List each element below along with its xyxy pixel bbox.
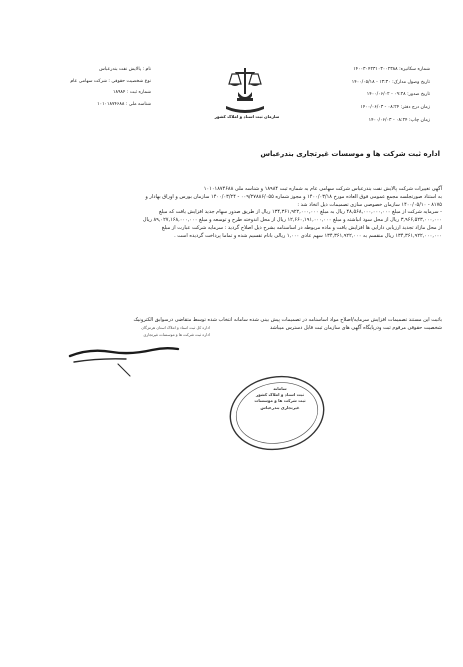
seal-line: غیرتجاری بندرعباس xyxy=(260,404,300,410)
office-title: اداره ثبت شرکت ها و موسسات غیرتجاری بندرعباس xyxy=(260,150,440,158)
seal-line: ثبت شرکت ها و موسسات xyxy=(254,398,306,404)
left-stamp-line: اداره ثبت شرکت ها و موسسات غیرتجاری xyxy=(143,332,210,338)
print-date: زمان چاپ: ۰۸:۲۴ - ۱۴۰۰/۰۶/۰۳ xyxy=(368,117,430,123)
book-date: زمان درج دفتر: ۰۸:۲۴ - ۱۴۰۰/۰۶/۰۳ xyxy=(360,105,430,111)
header-company-block xyxy=(31,67,151,114)
left-stamp-line: اداره کل ثبت اسناد و املاک استان هرمزگان xyxy=(141,325,210,330)
body-line: به استناد صورتجلسه مجمع عمومی فوق العاده مورخ ۱۴۰۰/۰۳/۱۸ و مجوز شماره ۰۰۹/۲۷۸۸۶/۰۵۵ - ۱۴۰۰/۰۳/۲۴ سازمان بورس و اوراق بهادار و xyxy=(145,193,442,200)
announcement-body xyxy=(42,186,442,240)
left-stamp-text xyxy=(100,324,210,338)
footer-line: شخصیت حقوقی مرقوم ثبت ودرپایگاه آگهی های سازمان ثبت قابل دسترس میباشد xyxy=(269,325,442,331)
seal-line: ثبت اسناد و املاک کشور xyxy=(255,392,305,398)
round-seal-text xyxy=(245,386,315,411)
company-name: نام : پالایش نفت بندرعباس xyxy=(99,67,151,72)
body-line: ۱۳۴,۳۶۱,۹۲۲,۰۰۰,۰۰۰ ریال منقسم به ۱۳۴,۳۶۱,۹۲۲,۰۰۰ سهم عادی ۱,۰۰۰ ریالی بانام تقسیم شده و تماما پرداخت گردیده است . xyxy=(174,232,442,239)
footer-line: باثبت این مستند تصمیمات افزایش سرمایه/اصلاح مواد اساسنامه در تصمیمات پیش بینی شده سامانه انتخاب شده توسط متقاضی درسوابق الکترونیک xyxy=(133,317,442,323)
emblem-caption: سازمان ثبت اسناد و املاک کشور xyxy=(214,114,280,119)
body-line: ۸۱۷۵ - ۱۴۰۰/۰۵/۱۰ سازمان خصوصی سازی تصمیمات ذیل اتخاذ شد : xyxy=(297,201,442,208)
registration-number: شماره سکانیزه: ۱۴۰۰۳۰۴۲۳۱۰۳۰۰۲۳۸۸ xyxy=(353,67,430,72)
body-line: - سرمایه شرکت از مبلغ ۴۸,۵۶۸,۰۰۰,۰۰۰,۰۰۰ ریال به مبلغ ۱۳۴,۳۶۱,۹۲۲,۰۰۰,۰۰۰ ریال از طریق صدور سهام جدید افزایش یافت که مبلغ xyxy=(158,209,442,216)
arrival-date: تاریخ وصول مدارک: ۱۳:۳۰ - ۱۴۰۰/۰۵/۱۸ xyxy=(351,79,430,85)
entity-type: نوع شخصیت حقوقی : شرکت سهامی عام xyxy=(70,78,151,84)
round-official-seal xyxy=(226,372,328,454)
body-line: از محل مازاد تجدید ارزیابی دارایی ها افزایش یافت و ماده مربوطه در اساسنامه بشرح ذیل اصلاح گردید : سرمایه شرکت عبارت از مبلغ xyxy=(161,224,442,231)
body-line: ۳,۹۶۶,۵۲۳,۰۰۰,۰۰۰ ریال از محل سود انباشته و مبلغ ۱۲,۶۶۰,۱۹۱,۰۰۰,۰۰۰ ریال از محل اندوخته طرح و توسعه و مبلغ ۸۹,۰۲۷,۱۶۸,۰۰۰,۰۰۰ ریال xyxy=(142,217,442,223)
judiciary-emblem-logo xyxy=(218,62,272,122)
company-reg-number: شماره ثبت : ۱۸۹۸۴ xyxy=(113,90,151,96)
seal-line: سامانه xyxy=(273,386,287,391)
body-line: آگهی تغییرات شرکت پالایش نفت بندرعباس شرکت سهامی عام به شماره ثبت ۱۸۹۸۴ و شناسه ملی ۱۰۱۰۱۸۷۴۶۸۸ xyxy=(203,186,442,192)
header-registration-block xyxy=(290,67,430,131)
national-id: شناسه ملی : ۱۰۱۰۱۸۷۴۶۸۸ xyxy=(97,102,151,108)
issue-date: تاریخ صدور: ۰۹:۲۸ - ۱۴۰۰/۰۶/۰۲ xyxy=(366,92,430,98)
